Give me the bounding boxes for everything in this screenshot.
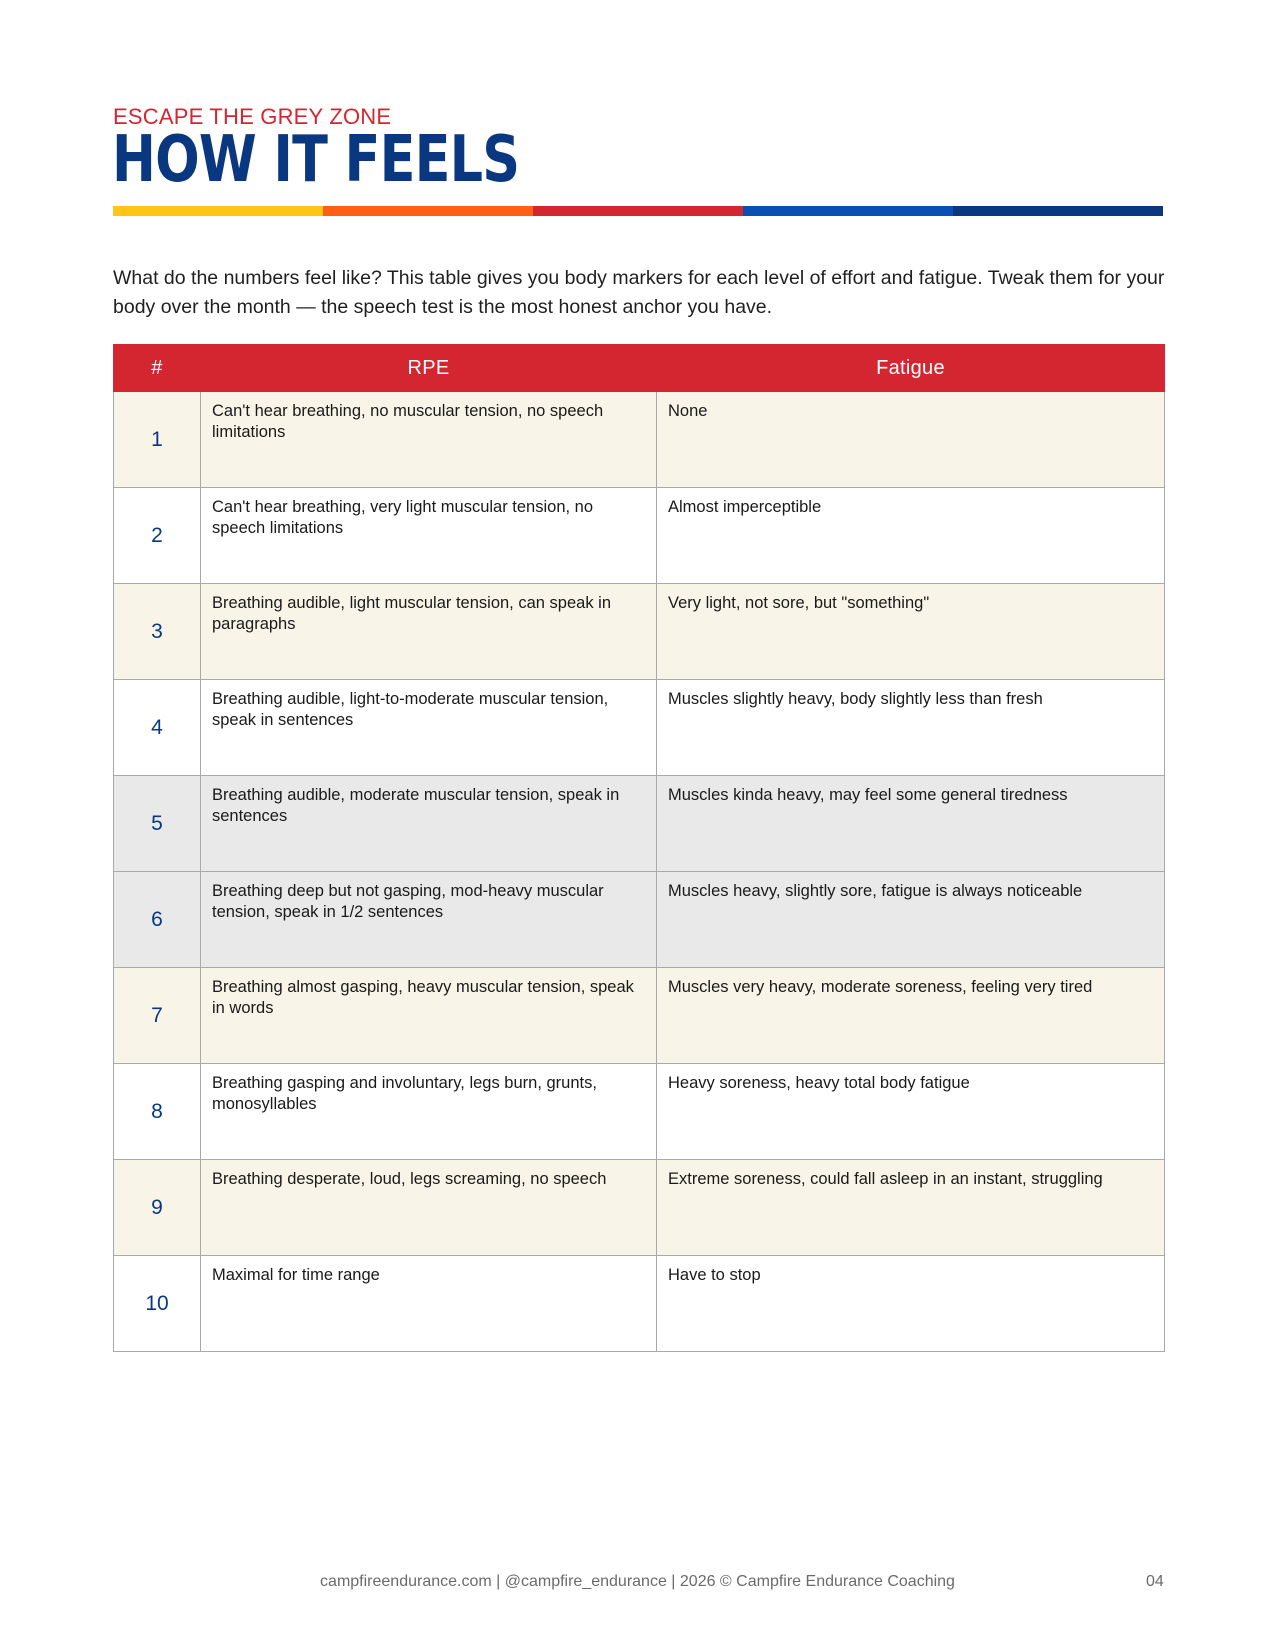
- column-header-number: #: [114, 345, 201, 392]
- fatigue-cell: Muscles kinda heavy, may feel some general tiredness: [657, 776, 1165, 872]
- stripe-segment: [533, 206, 743, 216]
- fatigue-cell: Very light, not sore, but "something": [657, 584, 1165, 680]
- rpe-cell: Breathing almost gasping, heavy muscular tension, speak in words: [201, 968, 657, 1064]
- row-number: 8: [114, 1064, 201, 1160]
- stripe-segment: [743, 206, 953, 216]
- rpe-cell: Breathing audible, light muscular tension, can speak in paragraphs: [201, 584, 657, 680]
- fatigue-cell: Heavy soreness, heavy total body fatigue: [657, 1064, 1165, 1160]
- rpe-cell: Can't hear breathing, very light muscular tension, no speech limitations: [201, 488, 657, 584]
- row-number: 4: [114, 680, 201, 776]
- row-number: 6: [114, 872, 201, 968]
- fatigue-cell: Have to stop: [657, 1256, 1165, 1352]
- table-row: [114, 776, 1165, 872]
- rpe-cell: Breathing gasping and involuntary, legs burn, grunts, monosyllables: [201, 1064, 657, 1160]
- rpe-fatigue-table: [113, 344, 1165, 1352]
- fatigue-cell: Extreme soreness, could fall asleep in an instant, struggling: [657, 1160, 1165, 1256]
- table-row: [114, 392, 1165, 488]
- intro-paragraph: What do the numbers feel like? This table gives you body markers for each level of effort and fatigue. Tweak them for your body over the month — the speech test is the most honest anchor you have.: [113, 266, 1165, 318]
- table-row: [114, 584, 1165, 680]
- column-header-fatigue: Fatigue: [657, 345, 1165, 392]
- rpe-cell: Breathing desperate, loud, legs screaming, no speech: [201, 1160, 657, 1256]
- table-header-row: [114, 345, 1165, 392]
- fatigue-cell: Muscles slightly heavy, body slightly less than fresh: [657, 680, 1165, 776]
- rpe-cell: Breathing audible, light-to-moderate muscular tension, speak in sentences: [201, 680, 657, 776]
- table-row: [114, 968, 1165, 1064]
- table-row: [114, 1160, 1165, 1256]
- table-row: [114, 488, 1165, 584]
- table-row: [114, 680, 1165, 776]
- page-title: HOW IT FEELS: [112, 123, 520, 197]
- table-row: [114, 872, 1165, 968]
- rpe-cell: Breathing audible, moderate muscular tension, speak in sentences: [201, 776, 657, 872]
- stripe-segment: [953, 206, 1163, 216]
- column-header-rpe: RPE: [201, 345, 657, 392]
- page-eyebrow: ESCAPE THE GREY ZONE: [113, 104, 392, 129]
- fatigue-cell: Almost imperceptible: [657, 488, 1165, 584]
- stripe-segment: [323, 206, 533, 216]
- fatigue-cell: None: [657, 392, 1165, 488]
- row-number: 1: [114, 392, 201, 488]
- table-row: [114, 1256, 1165, 1352]
- row-number: 10: [114, 1256, 201, 1352]
- rpe-cell: Can't hear breathing, no muscular tension, no speech limitations: [201, 392, 657, 488]
- stripe-segment: [113, 206, 323, 216]
- row-number: 7: [114, 968, 201, 1064]
- table-body: [114, 392, 1165, 1352]
- footer-text: campfireendurance.com | @campfire_endurance | 2026 © Campfire Endurance Coaching: [320, 1573, 955, 1590]
- page-number: 04: [1146, 1573, 1164, 1590]
- fatigue-cell: Muscles very heavy, moderate soreness, feeling very tired: [657, 968, 1165, 1064]
- row-number: 9: [114, 1160, 201, 1256]
- row-number: 5: [114, 776, 201, 872]
- fatigue-cell: Muscles heavy, slightly sore, fatigue is always noticeable: [657, 872, 1165, 968]
- table-row: [114, 1064, 1165, 1160]
- row-number: 2: [114, 488, 201, 584]
- row-number: 3: [114, 584, 201, 680]
- rpe-cell: Breathing deep but not gasping, mod-heavy muscular tension, speak in 1/2 sentences: [201, 872, 657, 968]
- rpe-cell: Maximal for time range: [201, 1256, 657, 1352]
- color-stripe-divider: [113, 206, 1163, 216]
